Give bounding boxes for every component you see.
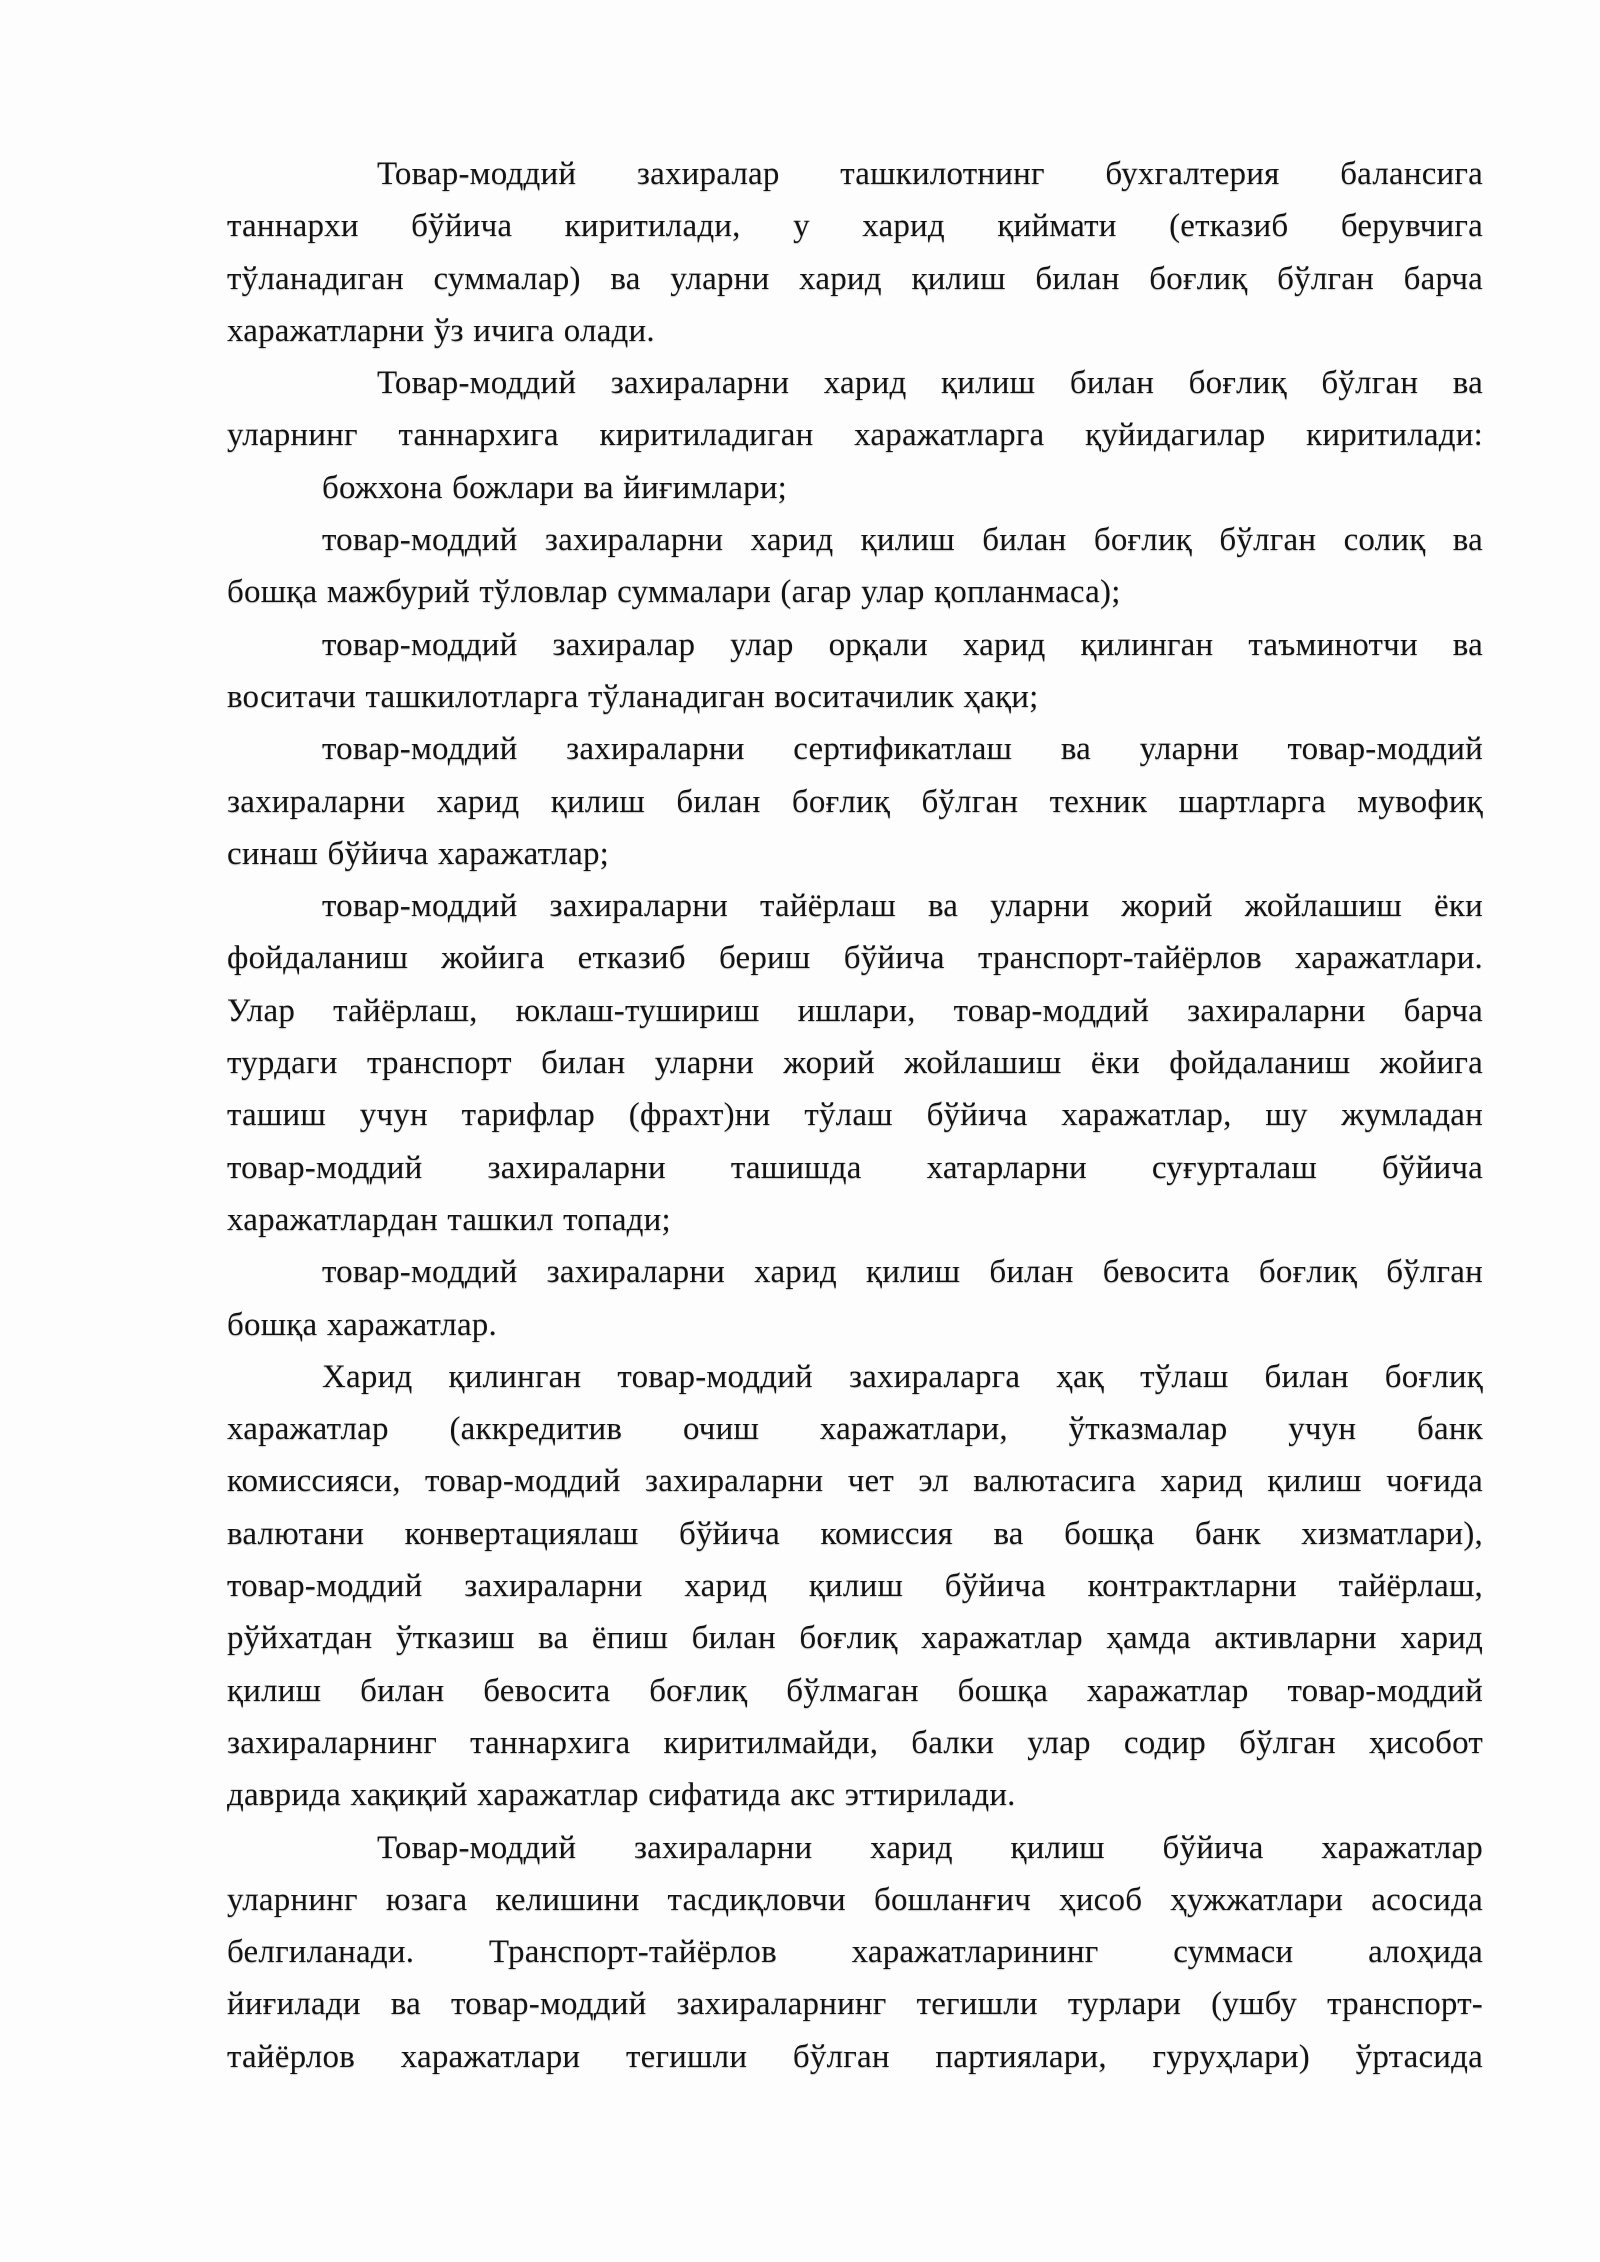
text-line: рўйхатдан ўтказиш ва ёпиш билан боғлиқ харажатлар ҳамда активларни харид xyxy=(227,1620,1483,1657)
text-line: товар-моддий захиралар улар орқали харид қилинган таъминотчи ва xyxy=(322,626,1483,663)
paragraph xyxy=(227,1822,1483,2083)
text-line: Товар-моддий захиралар ташкилотнинг бухгалтерия балансига xyxy=(377,156,1483,192)
text-line: Товар-моддий захираларни харид қилиш бўйича харажатлар xyxy=(377,1829,1483,1866)
text-line: валютани конвертациялаш бўйича комиссия ва бошқа банк хизматлари), xyxy=(227,1515,1483,1552)
text-line: харажатлар (аккредитив очиш харажатлари, ўтказмалар учун банк xyxy=(227,1411,1483,1448)
text-line: комиссияси, товар-моддий захираларни чет эл валютасига харид қилиш чоғида xyxy=(227,1463,1483,1500)
text-line: товар-моддий захираларни харид қилиш билан боғлиқ бўлган солиқ ва xyxy=(322,522,1483,559)
text-line: уларнинг юзага келишини тасдиқловчи бошланғич ҳисоб ҳужжатлари асосида xyxy=(227,1881,1483,1918)
text-line: Улар тайёрлаш, юклаш-тушириш ишлари, товар-моддий захираларни барча xyxy=(227,992,1483,1029)
paragraph xyxy=(227,1246,1483,1351)
text-line: йиғилади ва товар-моддий захираларнинг тегишли турлари (ушбу транспорт- xyxy=(227,1986,1483,2023)
paragraph xyxy=(227,148,1483,357)
paragraph xyxy=(227,619,1483,724)
text-line: бошқа мажбурий тўловлар суммалари (агар улар қопланмаса); xyxy=(227,574,1121,611)
paragraph xyxy=(227,357,1483,462)
document-text-block xyxy=(227,148,1483,2083)
text-line: захираларнинг таннархига киритилмайди, балки улар содир бўлган ҳисобот xyxy=(227,1724,1483,1761)
text-line: турдаги транспорт билан уларни жорий жойлашиш ёки фойдаланиш жойига xyxy=(227,1045,1483,1082)
text-line: қилиш билан бевосита боғлиқ бўлмаган бошқа харажатлар товар-моддий xyxy=(227,1672,1483,1709)
text-line: таннархи бўйича киритилади, у харид қиймати (етказиб берувчига xyxy=(227,208,1483,245)
text-line: Харид қилинган товар-моддий захираларга ҳақ тўлаш билан боғлиқ xyxy=(322,1358,1483,1395)
text-line: божхона божлари ва йиғимлари; xyxy=(322,469,788,506)
text-line: ташиш учун тарифлар (фрахт)ни тўлаш бўйича харажатлар, шу жумладан xyxy=(227,1097,1483,1134)
paragraph xyxy=(227,514,1483,619)
paragraph xyxy=(227,723,1483,880)
text-line: харажатлардан ташкил топади; xyxy=(227,1201,671,1238)
text-line: харажатларни ўз ичига олади. xyxy=(227,312,655,349)
text-line: тайёрлов харажатлари тегишли бўлган партиялари, гуруҳлари) ўртасида xyxy=(227,2038,1483,2075)
text-line: тўланадиган суммалар) ва уларни харид қилиш билан боғлиқ бўлган барча xyxy=(227,260,1483,297)
text-line: воситачи ташкилотларга тўланадиган воситачилик ҳақи; xyxy=(227,678,1039,715)
text-line: фойдаланиш жойига етказиб бериш бўйича транспорт-тайёрлов харажатлари. xyxy=(227,940,1483,977)
text-line: синаш бўйича харажатлар; xyxy=(227,835,610,872)
text-line: Товар-моддий захираларни харид қилиш билан боғлиқ бўлган ва xyxy=(377,365,1483,402)
text-line: уларнинг таннархига киритиладиган харажатларга қуйидагилар киритилади: xyxy=(227,417,1483,454)
paragraph xyxy=(227,880,1483,1246)
paragraph xyxy=(227,462,1483,514)
paragraph xyxy=(227,1351,1483,1822)
text-line: товар-моддий захираларни харид қилиш бўйича контрактларни тайёрлаш, xyxy=(227,1568,1483,1605)
text-line: бошқа харажатлар. xyxy=(227,1306,497,1343)
text-line: товар-моддий захираларни харид қилиш билан бевосита боғлиқ бўлган xyxy=(322,1254,1483,1291)
text-line: белгиланади. Транспорт-тайёрлов харажатларининг суммаси алоҳида xyxy=(227,1934,1483,1971)
text-line: товар-моддий захираларни тайёрлаш ва уларни жорий жойлашиш ёки xyxy=(322,888,1483,925)
text-line: товар-моддий захираларни ташишда хатарларни суғурталаш бўйича xyxy=(227,1149,1483,1186)
text-line: товар-моддий захираларни сертификатлаш ва уларни товар-моддий xyxy=(322,731,1483,768)
text-line: захираларни харид қилиш билан боғлиқ бўлган техник шартларга мувофиқ xyxy=(227,783,1483,820)
text-line: даврида хақиқий харажатлар сифатида акс эттирилади. xyxy=(227,1777,1016,1814)
